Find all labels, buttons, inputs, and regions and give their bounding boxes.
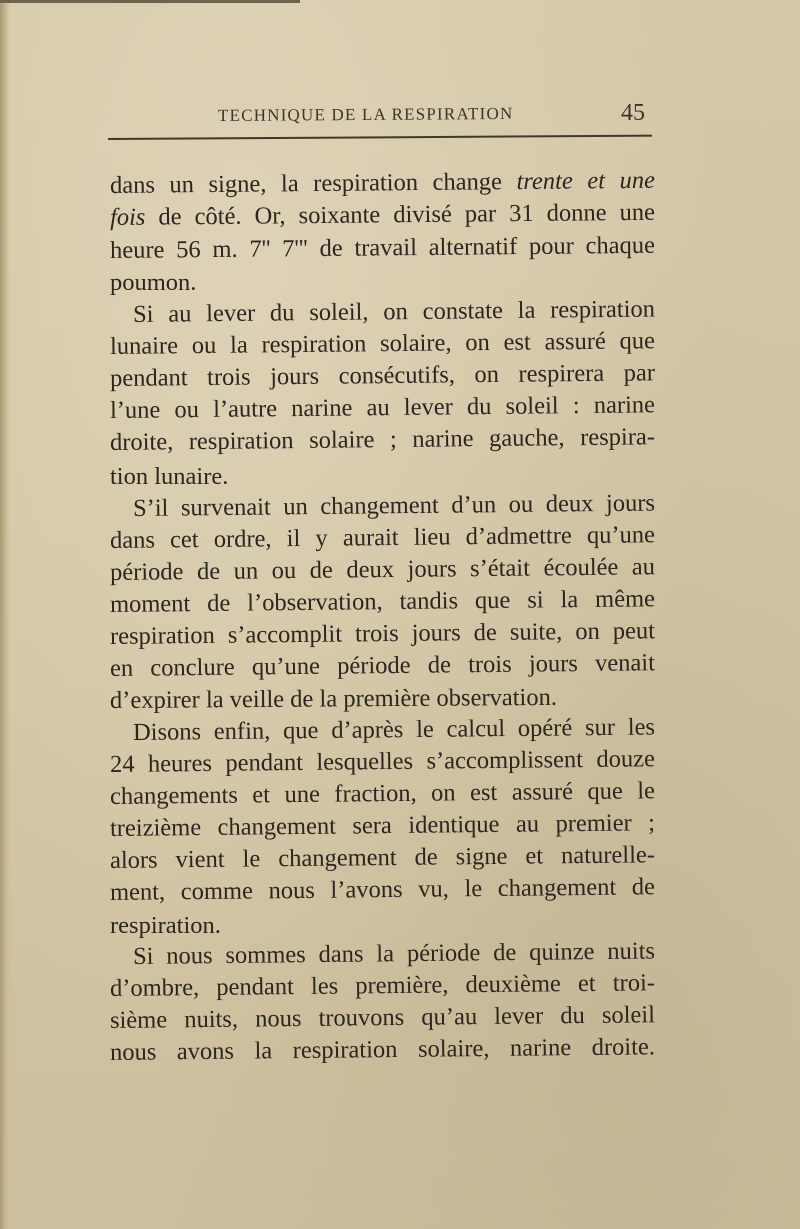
page-number: 45 [621,100,645,126]
text-line: lunaire ou la respiration solaire, on est assuré que [109,327,656,360]
text-line: période de un ou de deux jours s’était écoulée au [109,553,656,586]
text-line: ment, comme nous l’avons vu, le changement de [109,873,656,906]
text-line: moment de l’observation, tandis que si la même [109,585,656,618]
text-line: tion lunaire. [110,463,229,490]
text-line: l’une ou l’autre narine au lever du soleil : narine [109,391,656,424]
text-line [110,166,655,201]
text-line: 24 heures pendant lesquelles s’accomplissent douze [109,745,656,778]
text-line: Si au lever du soleil, on constate la respiration [132,295,656,328]
text-line: dans cet ordre, il y aurait lieu d’admettre qu’une [109,521,656,554]
text-line: S’il survenait un changement d’un ou deux jours [132,489,656,522]
text-line: pendant trois jours consécutifs, on respirera par [109,359,656,392]
text-line: treizième changement sera identique au premier ; [109,809,656,842]
text-line: Disons enfin, que d’après le calcul opéré sur les [132,713,656,746]
text-line: en conclure qu’une période de trois jours venait [109,649,656,682]
text-line: heure 56 m. 7'' 7''' de travail alternatif pour chaque [109,231,656,264]
italic-phrase: trente et une [516,166,656,196]
text-line: poumon. [110,269,197,296]
text-line: d’expirer la veille de la première observation. [109,683,558,714]
text-line: alors vient le changement de signe et naturelle- [109,841,656,874]
text-line: nous avons la respiration solaire, narine droite. [109,1033,656,1066]
text-line: respiration. [110,912,221,939]
text-line: respiration s’accomplit trois jours de suite, on peut [109,617,656,650]
text-line: droite, respiration solaire ; narine gauche, respira- [109,423,656,456]
text-line: d’ombre, pendant les première, deuxième et troi- [109,969,656,1002]
text-span: dans un signe, la respiration change [109,168,517,199]
text-line [110,198,655,233]
running-head-title: TECHNIQUE DE LA RESPIRATION [217,103,514,125]
text-span: de côté. Or, soixante divisé par 31 donne une [145,198,656,231]
text-line: changements et une fraction, on est assuré que le [109,777,656,810]
italic-phrase: fois [109,203,146,231]
text-line: Si nous sommes dans la période de quinze nuits [132,937,656,970]
text-line: sième nuits, nous trouvons qu’au lever du soleil [109,1001,656,1034]
